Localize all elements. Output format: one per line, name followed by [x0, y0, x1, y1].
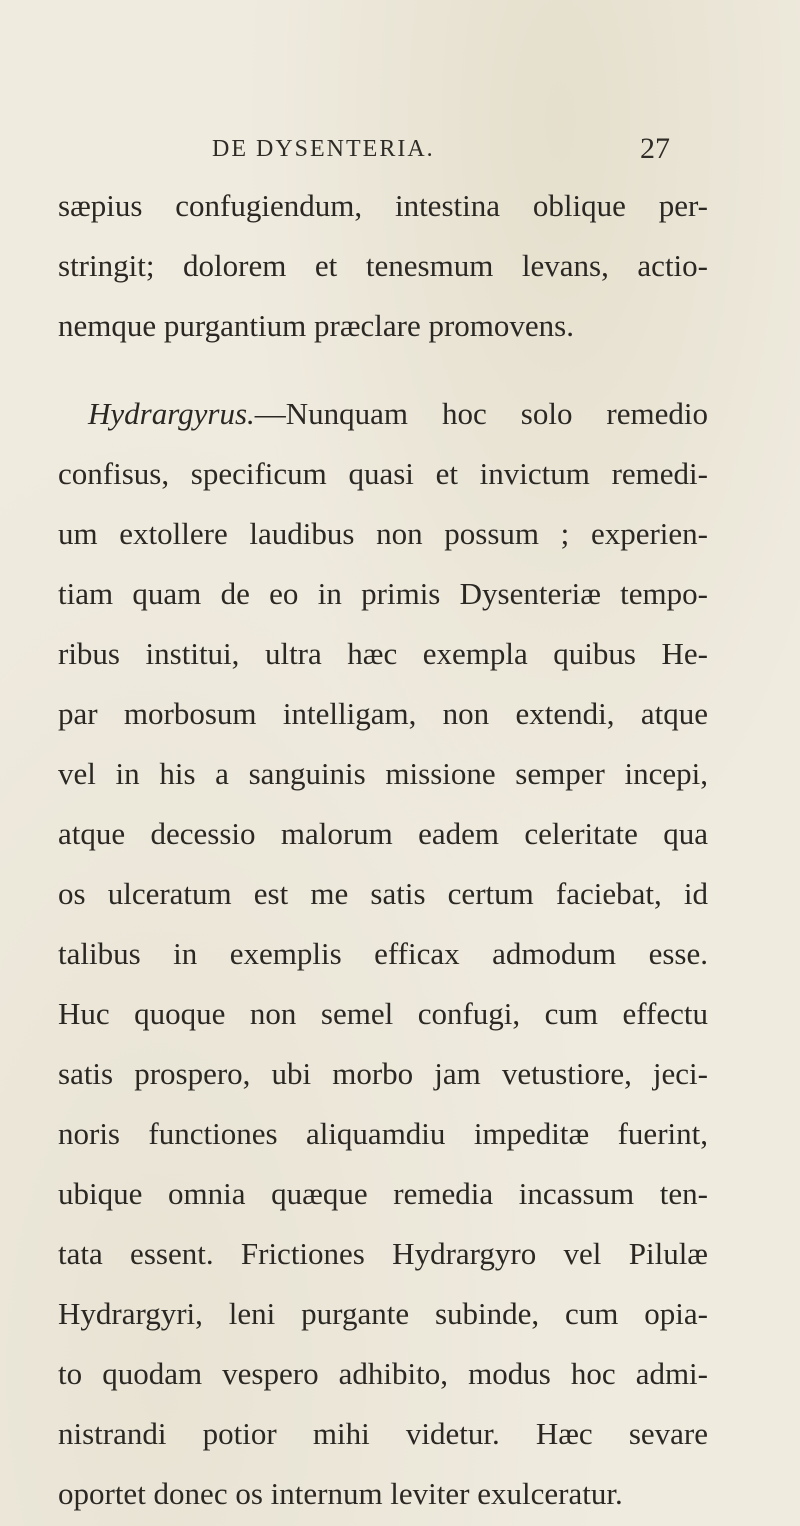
text-line: tiam quam de eo in primis Dysenteriæ tempo- [58, 576, 708, 611]
section-lead-italic: Hydrargyrus. [88, 396, 255, 431]
paragraph-2 [58, 384, 708, 1524]
text-line: atque decessio malorum eadem celeritate qua [58, 816, 708, 851]
text-line: oportet donec os internum leviter exulceratur. [58, 1476, 623, 1511]
text-line: tata essent. Frictiones Hydrargyro vel Pilulæ [58, 1236, 708, 1271]
text-line: satis prospero, ubi morbo jam vetustiore, jeci- [58, 1056, 708, 1091]
text-line: stringit; dolorem et tenesmum levans, actio- [58, 248, 708, 283]
text-line: sæpius confugiendum, intestina oblique per- [58, 188, 708, 223]
section-lead-text: —Nunquam hoc solo remedio [254, 396, 708, 431]
running-title: DE DYSENTERIA. [212, 136, 435, 162]
text-line: nistrandi potior mihi videtur. Hæc sevare [58, 1416, 708, 1451]
text-line: os ulceratum est me satis certum faciebat, id [58, 876, 708, 911]
text-line: talibus in exemplis efficax admodum esse. [58, 936, 708, 971]
text-line: nemque purgantium præclare promovens. [58, 308, 574, 343]
text-line: ribus institui, ultra hæc exempla quibus He- [58, 636, 708, 671]
text-line: Huc quoque non semel confugi, cum effectu [58, 996, 708, 1031]
text-line: vel in his a sanguinis missione semper incepi, [58, 756, 708, 791]
text-line-lead [58, 384, 708, 444]
text-line: noris functiones aliquamdiu impeditæ fuerint, [58, 1116, 708, 1151]
paragraph-1 [58, 176, 708, 356]
text-line: ubique omnia quæque remedia incassum ten- [58, 1176, 708, 1211]
text-line: par morbosum intelligam, non extendi, atque [58, 696, 708, 731]
running-head [0, 132, 800, 166]
text-line: um extollere laudibus non possum ; experien- [58, 516, 708, 551]
text-line: to quodam vespero adhibito, modus hoc admi- [58, 1356, 708, 1391]
text-line: Hydrargyri, leni purgante subinde, cum opia- [58, 1296, 708, 1331]
text-line: confisus, specificum quasi et invictum remedi- [58, 456, 708, 491]
page-number: 27 [640, 132, 670, 165]
